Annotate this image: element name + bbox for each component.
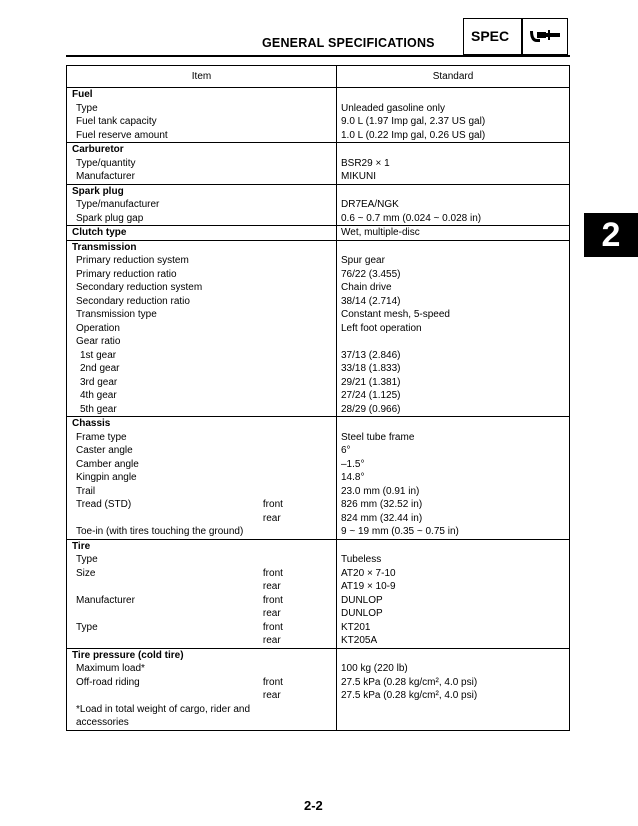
row-item: Fuel tank capacity bbox=[67, 115, 263, 129]
row-value: Chain drive bbox=[337, 281, 570, 295]
table-row bbox=[67, 170, 570, 184]
row-value: AT19 × 10-9 bbox=[337, 580, 570, 594]
section-heading-standard bbox=[337, 648, 570, 662]
section-heading-row bbox=[67, 240, 570, 254]
table-section bbox=[67, 539, 570, 648]
row-value: 29/21 (1.381) bbox=[337, 376, 570, 390]
row-item: Trail bbox=[67, 485, 263, 499]
row-item: Tread (STD) bbox=[67, 498, 263, 512]
table-row bbox=[67, 498, 570, 512]
row-qualifier bbox=[263, 281, 337, 295]
row-item: 3rd gear bbox=[67, 376, 263, 390]
spec-box bbox=[463, 18, 568, 55]
table-row bbox=[67, 471, 570, 485]
row-item: Operation bbox=[67, 322, 263, 336]
table-row bbox=[67, 268, 570, 282]
row-value: Spur gear bbox=[337, 254, 570, 268]
row-value: 6° bbox=[337, 444, 570, 458]
row-qualifier bbox=[263, 349, 337, 363]
row-item bbox=[67, 634, 263, 648]
table-row bbox=[67, 308, 570, 322]
row-value: 0.6 ~ 0.7 mm (0.024 ~ 0.028 in) bbox=[337, 212, 570, 226]
row-value: 9.0 L (1.97 Imp gal, 2.37 US gal) bbox=[337, 115, 570, 129]
row-item: Size bbox=[67, 567, 263, 581]
row-qualifier bbox=[263, 431, 337, 445]
row-qualifier bbox=[263, 295, 337, 309]
chapter-tab: 2 bbox=[584, 213, 638, 257]
row-item: Camber angle bbox=[67, 458, 263, 472]
table-row bbox=[67, 403, 570, 417]
row-value: 23.0 mm (0.91 in) bbox=[337, 485, 570, 499]
section-heading-standard bbox=[337, 417, 570, 431]
table-row bbox=[67, 376, 570, 390]
table-row bbox=[67, 281, 570, 295]
table-row bbox=[67, 607, 570, 621]
row-value bbox=[337, 335, 570, 349]
row-value: Steel tube frame bbox=[337, 431, 570, 445]
table-section bbox=[67, 184, 570, 226]
section-heading-row bbox=[67, 184, 570, 198]
row-qualifier: front bbox=[263, 594, 337, 608]
table-row bbox=[67, 594, 570, 608]
row-item: Fuel reserve amount bbox=[67, 129, 263, 143]
section-heading-standard bbox=[337, 88, 570, 102]
row-qualifier: front bbox=[263, 621, 337, 635]
row-item: Transmission type bbox=[67, 308, 263, 322]
column-header-standard: Standard bbox=[337, 66, 570, 88]
section-heading-standard: Wet, multiple-disc bbox=[337, 226, 570, 241]
table-row bbox=[67, 553, 570, 567]
header-title: GENERAL SPECIFICATIONS bbox=[262, 36, 435, 50]
section-heading: Chassis bbox=[67, 417, 337, 431]
section-heading-standard bbox=[337, 184, 570, 198]
row-qualifier bbox=[263, 553, 337, 567]
table-row bbox=[67, 512, 570, 526]
section-heading-row bbox=[67, 417, 570, 431]
row-qualifier: rear bbox=[263, 580, 337, 594]
row-value: DR7EA/NGK bbox=[337, 198, 570, 212]
row-item: Type bbox=[67, 102, 263, 116]
row-qualifier: rear bbox=[263, 634, 337, 648]
section-heading: Tire bbox=[67, 539, 337, 553]
row-value: KT205A bbox=[337, 634, 570, 648]
section-heading: Carburetor bbox=[67, 143, 337, 157]
section-heading-row bbox=[67, 648, 570, 662]
table-row bbox=[67, 485, 570, 499]
row-qualifier: rear bbox=[263, 512, 337, 526]
page-number: 2-2 bbox=[304, 798, 323, 813]
row-item: Gear ratio bbox=[67, 335, 263, 349]
row-qualifier bbox=[263, 335, 337, 349]
table-row bbox=[67, 634, 570, 648]
row-qualifier bbox=[263, 102, 337, 116]
row-qualifier bbox=[263, 115, 337, 129]
section-heading-standard bbox=[337, 539, 570, 553]
table-row bbox=[67, 662, 570, 676]
row-value: 826 mm (32.52 in) bbox=[337, 498, 570, 512]
row-value: 37/13 (2.846) bbox=[337, 349, 570, 363]
row-item: 4th gear bbox=[67, 389, 263, 403]
table-row bbox=[67, 431, 570, 445]
row-qualifier bbox=[263, 308, 337, 322]
table-row bbox=[67, 129, 570, 143]
spec-divider bbox=[521, 19, 523, 54]
table-row bbox=[67, 580, 570, 594]
row-qualifier bbox=[263, 268, 337, 282]
table-row bbox=[67, 254, 570, 268]
table-section bbox=[67, 648, 570, 730]
row-qualifier: front bbox=[263, 676, 337, 690]
table-row bbox=[67, 689, 570, 703]
row-item: Primary reduction ratio bbox=[67, 268, 263, 282]
table-row bbox=[67, 322, 570, 336]
row-qualifier: front bbox=[263, 567, 337, 581]
table-row bbox=[67, 567, 570, 581]
row-qualifier bbox=[263, 389, 337, 403]
row-qualifier bbox=[263, 458, 337, 472]
header-rule bbox=[66, 55, 570, 57]
spec-label: SPEC bbox=[471, 28, 510, 44]
table-row bbox=[67, 444, 570, 458]
row-qualifier bbox=[263, 376, 337, 390]
table-section bbox=[67, 143, 570, 185]
table-row bbox=[67, 198, 570, 212]
row-qualifier bbox=[263, 485, 337, 499]
row-value: 14.8° bbox=[337, 471, 570, 485]
row-value: Tubeless bbox=[337, 553, 570, 567]
row-value: Constant mesh, 5-speed bbox=[337, 308, 570, 322]
row-qualifier: rear bbox=[263, 689, 337, 703]
section-heading-row bbox=[67, 88, 570, 102]
row-value: 27/24 (1.125) bbox=[337, 389, 570, 403]
table-row bbox=[67, 525, 570, 539]
row-qualifier bbox=[263, 129, 337, 143]
row-value: 33/18 (1.833) bbox=[337, 362, 570, 376]
row-qualifier bbox=[263, 662, 337, 676]
row-qualifier bbox=[263, 362, 337, 376]
table-section bbox=[67, 226, 570, 241]
section-heading-standard bbox=[337, 240, 570, 254]
row-qualifier bbox=[263, 444, 337, 458]
section-heading-row bbox=[67, 226, 570, 241]
row-item: Type/manufacturer bbox=[67, 198, 263, 212]
table-row bbox=[67, 115, 570, 129]
micrometer-icon bbox=[528, 26, 562, 46]
row-item bbox=[67, 512, 263, 526]
row-item: Secondary reduction ratio bbox=[67, 295, 263, 309]
table-row bbox=[67, 157, 570, 171]
table-row bbox=[67, 621, 570, 635]
table-section bbox=[67, 240, 570, 417]
row-value: 9 ~ 19 mm (0.35 ~ 0.75 in) bbox=[337, 525, 570, 539]
row-qualifier bbox=[263, 322, 337, 336]
section-heading-standard bbox=[337, 143, 570, 157]
row-qualifier: rear bbox=[263, 607, 337, 621]
row-qualifier bbox=[263, 254, 337, 268]
row-value: Unleaded gasoline only bbox=[337, 102, 570, 116]
section-heading-row bbox=[67, 143, 570, 157]
row-value: MIKUNI bbox=[337, 170, 570, 184]
footnote: *Load in total weight of cargo, rider and accessories bbox=[67, 703, 337, 731]
table-section bbox=[67, 417, 570, 540]
section-heading: Transmission bbox=[67, 240, 337, 254]
row-value: KT201 bbox=[337, 621, 570, 635]
row-qualifier bbox=[263, 170, 337, 184]
table-row bbox=[67, 389, 570, 403]
section-heading: Clutch type bbox=[67, 226, 337, 241]
row-item bbox=[67, 689, 263, 703]
table-row bbox=[67, 295, 570, 309]
row-item: Kingpin angle bbox=[67, 471, 263, 485]
row-item: Caster angle bbox=[67, 444, 263, 458]
row-value: Left foot operation bbox=[337, 322, 570, 336]
row-item: Type bbox=[67, 621, 263, 635]
row-value: 27.5 kPa (0.28 kg/cm², 4.0 psi) bbox=[337, 689, 570, 703]
row-value: 824 mm (32.44 in) bbox=[337, 512, 570, 526]
table-row bbox=[67, 458, 570, 472]
row-item: 1st gear bbox=[67, 349, 263, 363]
row-value: 28/29 (0.966) bbox=[337, 403, 570, 417]
table-row bbox=[67, 362, 570, 376]
row-value: 38/14 (2.714) bbox=[337, 295, 570, 309]
row-item: Spark plug gap bbox=[67, 212, 263, 226]
table-row bbox=[67, 102, 570, 116]
table-row bbox=[67, 676, 570, 690]
row-item: Frame type bbox=[67, 431, 263, 445]
table-row bbox=[67, 212, 570, 226]
row-qualifier bbox=[263, 198, 337, 212]
spec-table bbox=[66, 65, 570, 731]
section-heading: Tire pressure (cold tire) bbox=[67, 648, 337, 662]
row-value: DUNLOP bbox=[337, 607, 570, 621]
row-item: Off-road riding bbox=[67, 676, 263, 690]
row-item: 2nd gear bbox=[67, 362, 263, 376]
row-item: Manufacturer bbox=[67, 594, 263, 608]
row-item: 5th gear bbox=[67, 403, 263, 417]
row-item: Secondary reduction system bbox=[67, 281, 263, 295]
row-value: 27.5 kPa (0.28 kg/cm², 4.0 psi) bbox=[337, 676, 570, 690]
row-qualifier bbox=[263, 525, 337, 539]
section-heading: Fuel bbox=[67, 88, 337, 102]
row-value: BSR29 × 1 bbox=[337, 157, 570, 171]
column-header-item: Item bbox=[67, 66, 337, 88]
section-heading: Spark plug bbox=[67, 184, 337, 198]
row-qualifier bbox=[263, 157, 337, 171]
row-item bbox=[67, 607, 263, 621]
table-header-row bbox=[67, 66, 570, 88]
table-section bbox=[67, 88, 570, 143]
row-value bbox=[337, 703, 570, 731]
row-value: DUNLOP bbox=[337, 594, 570, 608]
row-value: AT20 × 7-10 bbox=[337, 567, 570, 581]
row-qualifier: front bbox=[263, 498, 337, 512]
row-value: 76/22 (3.455) bbox=[337, 268, 570, 282]
table-row bbox=[67, 335, 570, 349]
row-item: Maximum load* bbox=[67, 662, 263, 676]
row-item bbox=[67, 580, 263, 594]
row-qualifier bbox=[263, 471, 337, 485]
table-row bbox=[67, 703, 570, 731]
row-item: Type bbox=[67, 553, 263, 567]
row-qualifier bbox=[263, 212, 337, 226]
row-item: Primary reduction system bbox=[67, 254, 263, 268]
row-item: Toe-in (with tires touching the ground) bbox=[67, 525, 263, 539]
row-item: Type/quantity bbox=[67, 157, 263, 171]
row-value: 1.0 L (0.22 Imp gal, 0.26 US gal) bbox=[337, 129, 570, 143]
row-value: 100 kg (220 lb) bbox=[337, 662, 570, 676]
row-item: Manufacturer bbox=[67, 170, 263, 184]
table-row bbox=[67, 349, 570, 363]
section-heading-row bbox=[67, 539, 570, 553]
row-qualifier bbox=[263, 403, 337, 417]
row-value: –1.5° bbox=[337, 458, 570, 472]
